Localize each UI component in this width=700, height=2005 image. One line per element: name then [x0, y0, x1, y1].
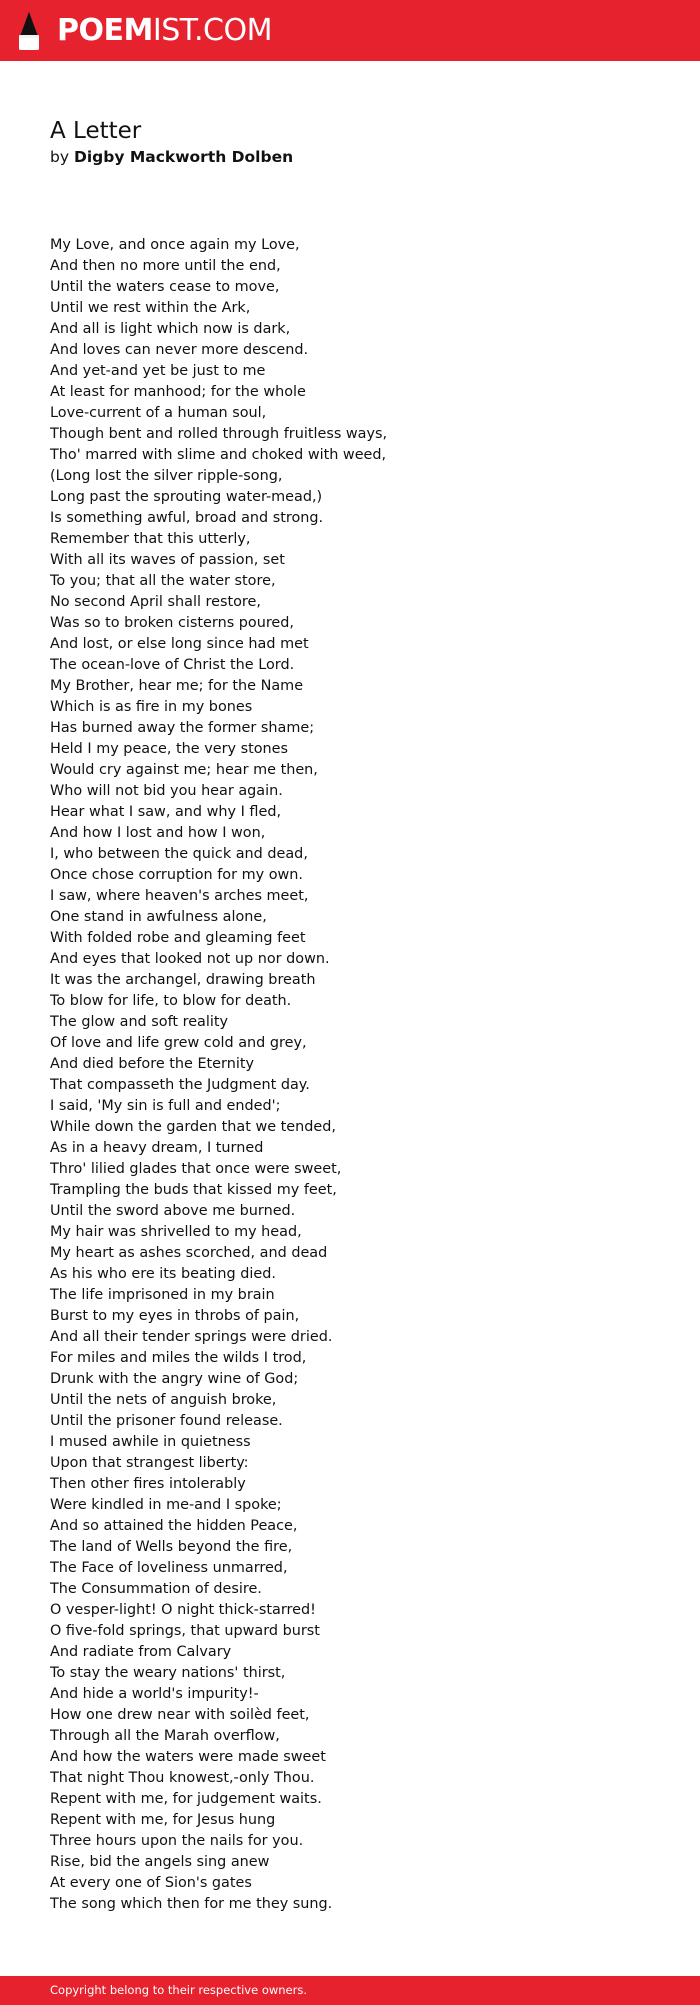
poem-line: And how the waters were made sweet	[50, 1749, 326, 1765]
poem-line: I mused awhile in quietness	[50, 1434, 251, 1450]
poem-line: And then no more until the end,	[50, 258, 281, 274]
poem-line: Is something awful, broad and strong.	[50, 510, 324, 526]
poem-line: And hide a world's impurity!-	[50, 1686, 259, 1702]
poem-line: I saw, where heaven's arches meet,	[50, 888, 309, 904]
poem-line: My heart as ashes scorched, and dead	[50, 1245, 328, 1261]
poem-line: Would cry against me; hear me then,	[50, 762, 318, 778]
poem-line: And died before the Eternity	[50, 1056, 254, 1072]
poem-line: The ocean-love of Christ the Lord.	[50, 657, 295, 673]
poem-line: Which is as fire in my bones	[50, 699, 253, 715]
poem-line: Hear what I saw, and why I fled,	[50, 804, 282, 820]
poem-line: To you; that all the water store,	[50, 573, 276, 589]
poem-line: O vesper-light! O night thick-starred!	[50, 1602, 316, 1618]
poem-line: Thro' lilied glades that once were sweet,	[50, 1161, 342, 1177]
poem-byline	[50, 147, 650, 168]
poem-line: And all their tender springs were dried.	[50, 1329, 333, 1345]
poem-line: Tho' marred with slime and choked with weed,	[50, 447, 387, 463]
poem-line: As his who ere its beating died.	[50, 1266, 276, 1282]
pencil-tip-icon	[17, 11, 41, 51]
poem-line: That compasseth the Judgment day.	[50, 1077, 310, 1093]
poem-line: Trampling the buds that kissed my feet,	[50, 1182, 337, 1198]
site-logo-light: IST.COM	[152, 13, 272, 48]
poem-line: Though bent and rolled through fruitless ways,	[50, 426, 388, 442]
poem-line: My Love, and once again my Love,	[50, 237, 300, 253]
poem-line: And all is light which now is dark,	[50, 321, 291, 337]
poem-line: Three hours upon the nails for you.	[50, 1833, 304, 1849]
poem-line: Until the waters cease to move,	[50, 279, 280, 295]
poem-line: Has burned away the former shame;	[50, 720, 315, 736]
poem-line: I said, 'My sin is full and ended';	[50, 1098, 281, 1114]
poem-line: Repent with me, for judgement waits.	[50, 1791, 322, 1807]
poem-body	[50, 235, 650, 1915]
poem-line: The Consummation of desire.	[50, 1581, 262, 1597]
poem-line: The glow and soft reality	[50, 1014, 229, 1030]
poem-line: At every one of Sion's gates	[50, 1875, 252, 1891]
site-logo-link[interactable]	[17, 11, 272, 51]
poem-line: Once chose corruption for my own.	[50, 867, 303, 883]
poem-line: Through all the Marah overflow,	[50, 1728, 280, 1744]
poem-line: And radiate from Calvary	[50, 1644, 232, 1660]
poem-line: And yet-and yet be just to me	[50, 363, 266, 379]
poem-line: Held I my peace, the very stones	[50, 741, 289, 757]
poem-line: The song which then for me they sung.	[50, 1896, 333, 1912]
site-logo-strong: POEM	[57, 13, 153, 48]
poem-line: I, who between the quick and dead,	[50, 846, 308, 862]
poem-line: And eyes that looked not up nor down.	[50, 951, 330, 967]
poem-line: Of love and life grew cold and grey,	[50, 1035, 307, 1051]
poem-line: My hair was shrivelled to my head,	[50, 1224, 302, 1240]
poem-line: With all its waves of passion, set	[50, 552, 285, 568]
poem-line: Long past the sprouting water-mead,)	[50, 489, 323, 505]
poem-line: And lost, or else long since had met	[50, 636, 309, 652]
poem-content	[50, 115, 650, 1915]
poem-line: Then other fires intolerably	[50, 1476, 246, 1492]
poem-line: At least for manhood; for the whole	[50, 384, 306, 400]
site-header	[0, 0, 700, 61]
poem-author: Digby Mackworth Dolben	[73, 148, 294, 166]
poem-line: Until the prisoner found release.	[50, 1413, 283, 1429]
poem-line: Until the sword above me burned.	[50, 1203, 296, 1219]
poem-line: Drunk with the angry wine of God;	[50, 1371, 299, 1387]
poem-line: As in a heavy dream, I turned	[50, 1140, 264, 1156]
poem-line: To stay the weary nations' thirst,	[50, 1665, 286, 1681]
poem-line: No second April shall restore,	[50, 594, 261, 610]
poem-line: Rise, bid the angels sing anew	[50, 1854, 270, 1870]
poem-line: (Long lost the silver ripple-song,	[50, 468, 283, 484]
poem-line: Until we rest within the Ark,	[50, 300, 251, 316]
poem-line: Love-current of a human soul,	[50, 405, 267, 421]
poem-line: Upon that strangest liberty:	[50, 1455, 249, 1471]
copyright-notice: Copyright belong to their respective owners.	[50, 1983, 308, 1997]
poem-line: How one drew near with soilèd feet,	[50, 1707, 310, 1723]
poem-line: While down the garden that we tended,	[50, 1119, 336, 1135]
site-footer	[0, 1976, 700, 2005]
poem-line: The life imprisoned in my brain	[50, 1287, 275, 1303]
poem-line: With folded robe and gleaming feet	[50, 930, 306, 946]
poem-line: Was so to broken cisterns poured,	[50, 615, 294, 631]
byline-label: by	[50, 148, 70, 166]
poem-line: And loves can never more descend.	[50, 342, 309, 358]
poem-line: O five-fold springs, that upward burst	[50, 1623, 320, 1639]
poem-line: To blow for life, to blow for death.	[50, 993, 292, 1009]
poem-line: One stand in awfulness alone,	[50, 909, 267, 925]
poem-line: And so attained the hidden Peace,	[50, 1518, 298, 1534]
poem-line: The Face of loveliness unmarred,	[50, 1560, 288, 1576]
poem-line: Who will not bid you hear again.	[50, 783, 283, 799]
poem-line: Repent with me, for Jesus hung	[50, 1812, 276, 1828]
poem-line: Remember that this utterly,	[50, 531, 251, 547]
poem-line: Burst to my eyes in throbs of pain,	[50, 1308, 300, 1324]
poem-line: The land of Wells beyond the fire,	[50, 1539, 293, 1555]
poem-line: Until the nets of anguish broke,	[50, 1392, 277, 1408]
poem-line: It was the archangel, drawing breath	[50, 972, 316, 988]
poem-line: That night Thou knowest,-only Thou.	[50, 1770, 315, 1786]
site-logo-text	[57, 11, 272, 51]
poem-title: A Letter	[50, 118, 142, 144]
poem-line: For miles and miles the wilds I trod,	[50, 1350, 307, 1366]
poem-line: And how I lost and how I won,	[50, 825, 266, 841]
poem-line: Were kindled in me-and I spoke;	[50, 1497, 282, 1513]
poem-line: My Brother, hear me; for the Name	[50, 678, 304, 694]
